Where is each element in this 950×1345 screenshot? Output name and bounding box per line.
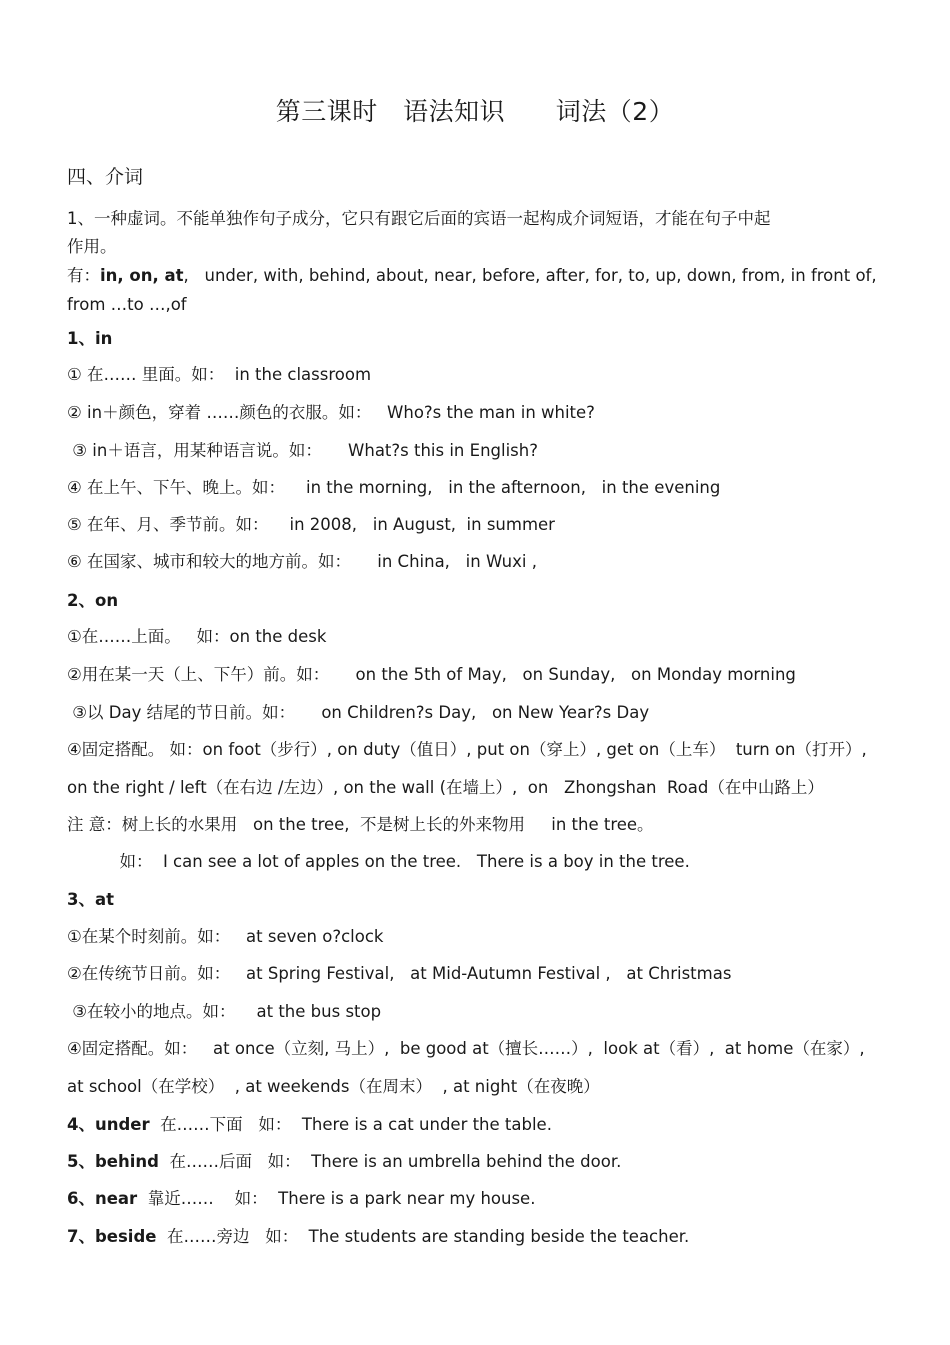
heading-at: 3、at <box>67 890 115 909</box>
list-bold: in, on, at <box>100 266 184 285</box>
list-item: ④固定搭配。 如：on foot（步行）, on duty（值日）, put on（穿上）, get on（上车） turn on（打开）, <box>67 740 867 759</box>
section-heading: 四、介词 <box>67 166 144 188</box>
list-item: ④ 在上午、下午、晚上。如： in the morning, in the afternoon, in the evening <box>67 478 721 497</box>
preposition-under <box>67 1114 552 1136</box>
list-item: ② in＋颜色，穿着 ……颜色的衣服。如： Who?s the man in white? <box>67 403 595 422</box>
list-item: on the right / left（在右边 /左边）, on the wall (在墙上）, on Zhongshan Road（在中山路上） <box>67 778 824 797</box>
page-title: 第三课时 语法知识 词法（2） <box>275 97 675 126</box>
list-item: at school（在学校） , at weekends（在周末） , at night（在夜晚） <box>67 1077 600 1096</box>
list-rest: , under, with, behind, about, near, before, after, for, to, up, down, from, in front of, <box>183 266 877 285</box>
item-word: beside <box>94 1227 157 1246</box>
preposition-behind <box>67 1151 621 1173</box>
item-number: 4、 <box>67 1115 95 1134</box>
intro-line-2: 作用。 <box>67 237 117 256</box>
item-number: 7、 <box>67 1227 95 1246</box>
list-item: ②用在某一天（上、下午）前。如： on the 5th of May, on Sunday, on Monday morning <box>67 665 796 684</box>
list-item: ④固定搭配。如： at once（立刻, 马上）, be good at（擅长……）, look at（看）, at home（在家）, <box>67 1039 865 1058</box>
intro-line-1: 1、一种虚词。不能单独作句子成分，它只有跟它后面的宾语一起构成介词短语，才能在句子中起 <box>67 209 771 228</box>
preposition-beside <box>67 1226 689 1248</box>
list-item: ①在……上面。 如：on the desk <box>67 627 327 646</box>
list-item: ③以 Day 结尾的节日前。如： on Children?s Day, on New Year?s Day <box>67 703 650 722</box>
item-number: 5、 <box>67 1152 95 1171</box>
preposition-near <box>67 1188 535 1210</box>
list-item: 如： I can see a lot of apples on the tree. There is a boy in the tree. <box>67 852 690 871</box>
list-item: ⑤ 在年、月、季节前。如： in 2008, in August, in summer <box>67 515 555 534</box>
heading-in: 1、in <box>67 329 113 348</box>
item-text: 在……下面 如： There is a cat under the table. <box>149 1115 552 1134</box>
item-text: 在……旁边 如： The students are standing beside the teacher. <box>156 1227 690 1246</box>
list-item: ①在某个时刻前。如： at seven o?clock <box>67 927 384 946</box>
list-item: 注 意：树上长的水果用 on the tree, 不是树上长的外来物用 in the tree。 <box>67 815 654 834</box>
item-word: behind <box>94 1152 159 1171</box>
heading-on: 2、on <box>67 591 119 610</box>
list-item: ③ in＋语言，用某种语言说。如： What?s this in English? <box>67 441 538 460</box>
item-word: under <box>94 1115 150 1134</box>
preposition-list-cont: from …to …,of <box>67 295 187 314</box>
list-item: ⑥ 在国家、城市和较大的地方前。如： in China, in Wuxi , <box>67 552 537 571</box>
preposition-list <box>67 265 877 287</box>
item-text: 在……后面 如： There is an umbrella behind the door. <box>158 1152 622 1171</box>
list-item: ③在较小的地点。如： at the bus stop <box>67 1002 382 1021</box>
item-text: 靠近…… 如： There is a park near my house. <box>137 1189 536 1208</box>
list-item: ① 在…… 里面。如： in the classroom <box>67 365 372 384</box>
item-word: near <box>94 1189 138 1208</box>
list-item: ②在传统节日前。如： at Spring Festival, at Mid-Autumn Festival , at Christmas <box>67 964 732 983</box>
item-number: 6、 <box>67 1189 95 1208</box>
list-prefix: 有： <box>67 266 100 285</box>
